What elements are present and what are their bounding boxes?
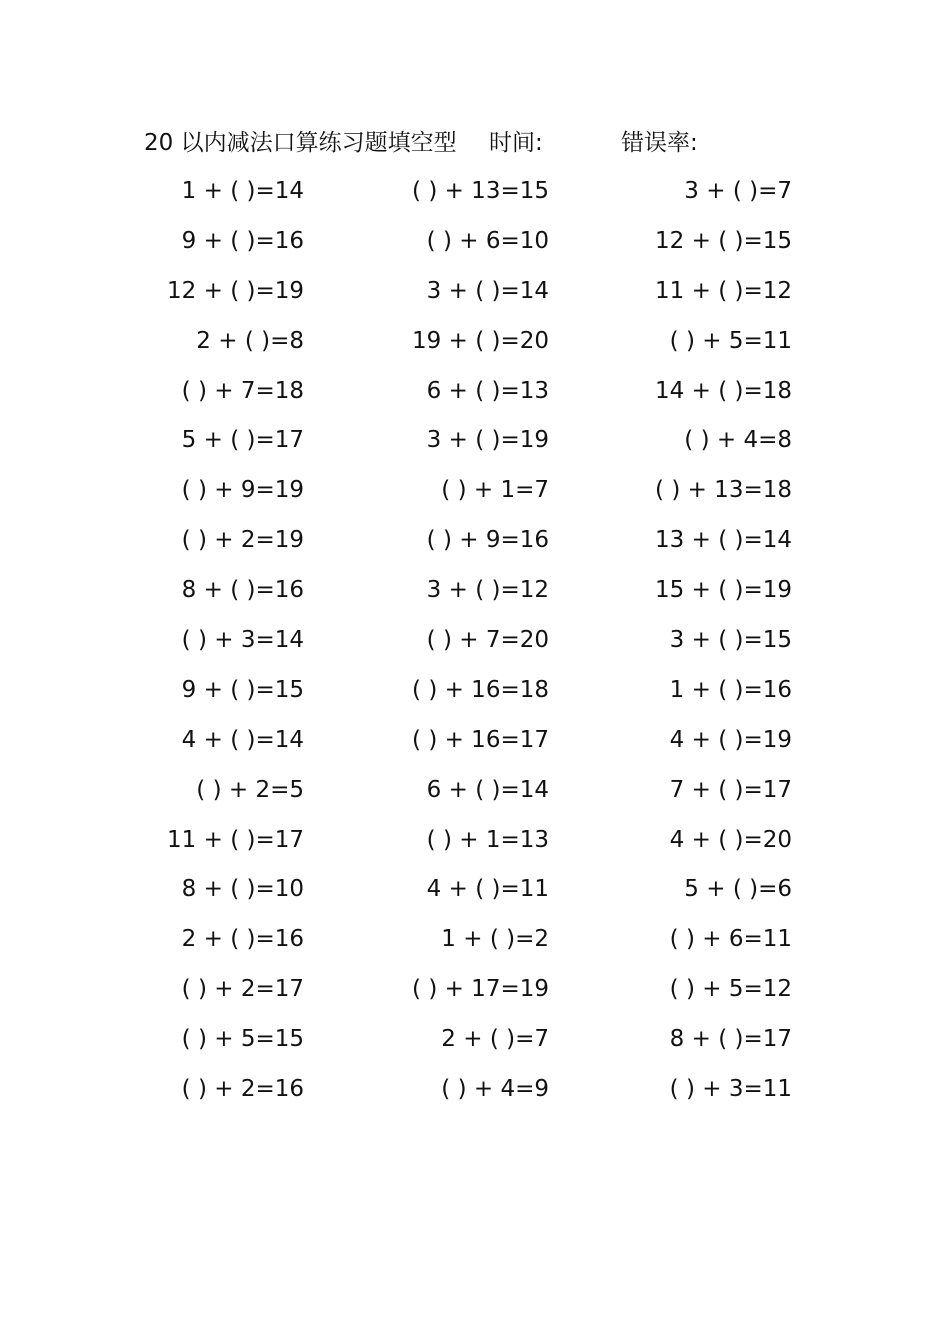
problem-cell: ( ) + 2=17 <box>181 976 304 1003</box>
problem-cell: ( ) + 5=15 <box>181 1026 304 1053</box>
problem-grid <box>0 171 950 1119</box>
problem-cell: 11 + ( )=12 <box>655 277 792 304</box>
problem-row <box>0 321 950 371</box>
problem-cell: ( ) + 1=13 <box>426 826 549 853</box>
problem-cell: ( ) + 13=15 <box>412 178 549 204</box>
problem-cell: ( ) + 5=11 <box>669 327 792 354</box>
problem-cell: ( ) + 17=19 <box>412 976 549 1003</box>
problem-cell: 1 + ( )=2 <box>441 926 549 953</box>
problem-cell: 8 + ( )=16 <box>181 577 304 604</box>
problem-cell: 5 + ( )=17 <box>181 427 304 454</box>
time-label: 时间: <box>489 130 543 156</box>
problem-row <box>0 1019 950 1069</box>
problem-cell: 8 + ( )=10 <box>181 876 304 903</box>
problem-row <box>0 869 950 919</box>
problem-cell: 13 + ( )=14 <box>655 527 792 554</box>
problem-cell: ( ) + 2=5 <box>196 776 304 803</box>
problem-cell: ( ) + 16=18 <box>412 676 549 703</box>
problem-cell: ( ) + 7=20 <box>426 627 549 654</box>
problem-cell: 8 + ( )=17 <box>669 1026 792 1053</box>
problem-cell: 6 + ( )=13 <box>426 377 549 404</box>
problem-cell: 9 + ( )=15 <box>181 676 304 703</box>
problem-cell: 11 + ( )=17 <box>167 826 304 853</box>
problem-cell: ( ) + 2=19 <box>181 527 304 554</box>
problem-row <box>0 620 950 670</box>
problem-row <box>0 520 950 570</box>
problem-cell: ( ) + 9=16 <box>426 527 549 554</box>
problem-cell: 7 + ( )=17 <box>669 776 792 803</box>
problem-cell: ( ) + 16=17 <box>412 726 549 753</box>
worksheet-header <box>144 125 844 161</box>
problem-cell: 2 + ( )=8 <box>196 327 304 354</box>
problem-cell: 1 + ( )=16 <box>669 676 792 703</box>
problem-cell: 6 + ( )=14 <box>426 776 549 803</box>
problem-cell: 12 + ( )=19 <box>167 277 304 304</box>
problem-cell: ( ) + 9=19 <box>181 477 304 504</box>
problem-row <box>0 221 950 271</box>
problem-cell: 3 + ( )=14 <box>426 277 549 304</box>
problem-cell: ( ) + 4=9 <box>441 1076 549 1103</box>
problem-cell: 3 + ( )=12 <box>426 577 549 604</box>
problem-cell: ( ) + 6=10 <box>426 227 549 254</box>
problem-cell: 14 + ( )=18 <box>655 377 792 404</box>
problem-row <box>0 820 950 870</box>
problem-row <box>0 770 950 820</box>
problem-row <box>0 371 950 421</box>
problem-cell: 12 + ( )=15 <box>655 227 792 254</box>
problem-cell: ( ) + 5=12 <box>669 976 792 1003</box>
problem-cell: ( ) + 4=8 <box>684 427 792 454</box>
problem-cell: 15 + ( )=19 <box>655 577 792 604</box>
problem-row <box>0 1069 950 1119</box>
problem-cell: 1 + ( )=14 <box>181 178 304 204</box>
problem-cell: ( ) + 3=11 <box>669 1076 792 1103</box>
problem-row <box>0 670 950 720</box>
problem-row <box>0 420 950 470</box>
worksheet-title: 20 以内减法口算练习题填空型 <box>144 130 457 156</box>
problem-row <box>0 470 950 520</box>
problem-row <box>0 969 950 1019</box>
problem-cell: 4 + ( )=14 <box>181 726 304 753</box>
problem-cell: ( ) + 1=7 <box>441 477 549 504</box>
problem-cell: ( ) + 3=14 <box>181 627 304 654</box>
problem-cell: 3 + ( )=7 <box>684 178 792 204</box>
problem-row <box>0 271 950 321</box>
problem-cell: 2 + ( )=16 <box>181 926 304 953</box>
problem-row <box>0 720 950 770</box>
problem-row <box>0 570 950 620</box>
problem-cell: ( ) + 2=16 <box>181 1076 304 1103</box>
problem-cell: 4 + ( )=20 <box>669 826 792 853</box>
problem-cell: ( ) + 7=18 <box>181 377 304 404</box>
problem-cell: 3 + ( )=15 <box>669 627 792 654</box>
problem-cell: 19 + ( )=20 <box>412 327 549 354</box>
problem-row <box>0 919 950 969</box>
problem-cell: 9 + ( )=16 <box>181 227 304 254</box>
problem-cell: 4 + ( )=11 <box>426 876 549 903</box>
problem-cell: 2 + ( )=7 <box>441 1026 549 1053</box>
problem-row <box>0 171 950 221</box>
problem-cell: 5 + ( )=6 <box>684 876 792 903</box>
problem-cell: 4 + ( )=19 <box>669 726 792 753</box>
problem-cell: ( ) + 6=11 <box>669 926 792 953</box>
problem-cell: ( ) + 13=18 <box>655 477 792 504</box>
error-rate-label: 错误率: <box>621 130 698 156</box>
problem-cell: 3 + ( )=19 <box>426 427 549 454</box>
